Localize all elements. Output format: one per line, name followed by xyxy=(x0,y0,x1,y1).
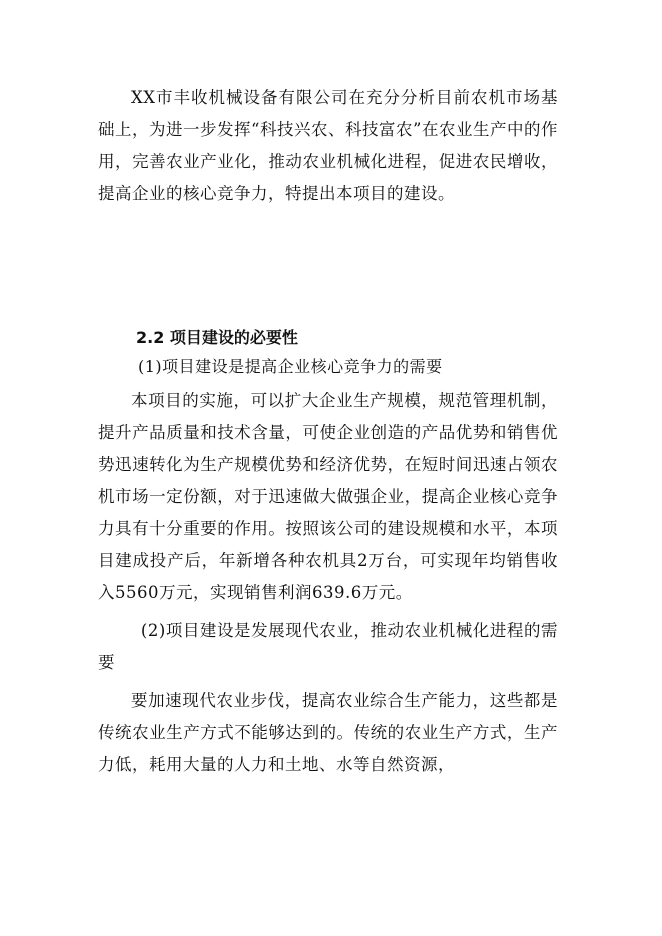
intro-paragraph: XX市丰收机械设备有限公司在充分分析目前农机市场基础上，为进一步发挥“科技兴农、科技富农”在农业生产中的作用，完善农业产业化，推动农业机械化进程，促进农民增收，提高企业的核心竞争力，特提出本项目的建设。 xyxy=(98,88,558,203)
document-page xyxy=(98,82,558,210)
section-body xyxy=(98,355,558,781)
subsection-2-paragraph: 要加速现代农业步伐，提高农业综合生产能力，这些都是传统农业生产方式不能够达到的。传统的农业生产方式，生产力低，耗用大量的人力和土地、水等自然资源， xyxy=(98,691,558,774)
subsection-2-title: (2)项目建设是发展现代农业，推动农业机械化进程的需要 xyxy=(98,621,558,672)
section-heading: 2.2 项目建设的必要性 xyxy=(136,328,298,347)
subsection-1-title: (1)项目建设是提高企业核心竞争力的需要 xyxy=(138,357,443,376)
subsection-1-paragraph: 本项目的实施，可以扩大企业生产规模，规范管理机制，提升产品质量和技术含量，可使企业创造的产品优势和销售优势迅速转化为生产规模优势和经济优势，在短时间迅速占领农机市场一定份额，对于迅速做大做强企业，提高企业核心竞争力具有十分重要的作用。按照该公司的建设规模和水平，本项目建成投产后，年新增各种农机具2万台，可实现年均销售收入5560万元，实现销售利润639.6万元。 xyxy=(98,391,558,602)
